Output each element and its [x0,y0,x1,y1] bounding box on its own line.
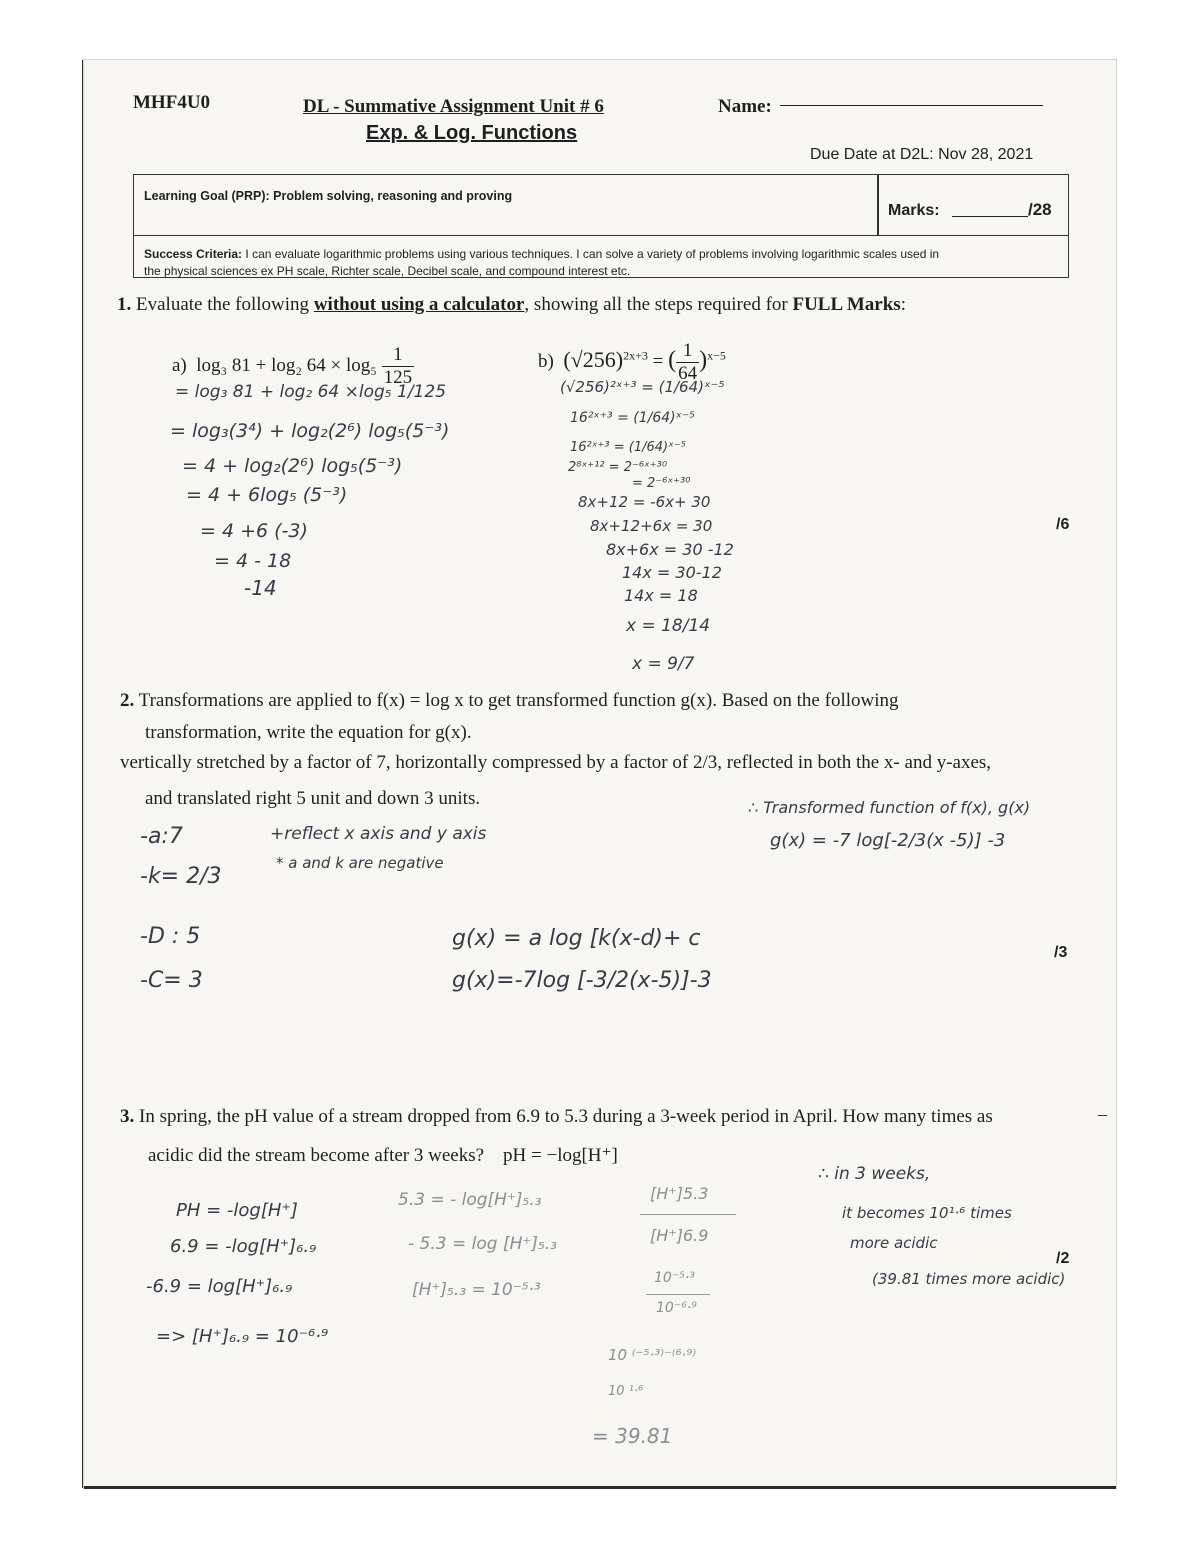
q3-conclusion: (39.81 times more acidic) [872,1270,1066,1288]
q3-work-col2: [H⁺]₅.₃ = 10⁻⁵·³ [412,1280,541,1300]
q2-work-note: +reflect x axis and y axis [270,824,487,844]
q1b-work-line: 8x+6x = 30 -12 [606,540,734,559]
q2-work-param: -k= 2/3 [140,864,222,889]
q3-work-col3-result: = 39.81 [592,1424,673,1448]
q1b-work-line: 8x+12+6x = 30 [590,517,713,535]
q1b-lhs-exponent: 2x+3 [623,348,648,363]
q1b-work-line: x = 18/14 [626,616,711,636]
q3-stray-mark: – [1098,1104,1107,1124]
name-line [780,104,1043,106]
marks-total: /28 [1028,200,1052,219]
assignment-title: DL - Summative Assignment Unit # 6 [303,96,604,117]
q2-line-2: transformation, write the equation for g(x). [145,722,472,743]
q2-line-4: and translated right 5 unit and down 3 units. [145,788,481,809]
success-criteria-line-1 [144,247,939,261]
marks-label: Marks: [888,202,940,219]
q1a-work-line: = 4 + log₂(2⁶) log₅(5⁻³) [182,455,403,477]
q3-work-col1: => [H⁺]₆.₉ = 10⁻⁶·⁹ [156,1326,329,1347]
q2-work-param: -D : 5 [140,924,201,949]
marks-line [952,216,1028,217]
q1b-work-line: 14x = 18 [624,586,698,605]
q2-marks: /3 [1054,944,1068,961]
q3-number: 3. [120,1106,135,1127]
q1b-expression: b) $(√256)^{2x+3}$ = ( $\frac{1}{64}$ )$^{x-5}$ [538,340,726,384]
q1b-work-line: 2⁸ˣ⁺¹² = 2⁻⁶ˣ⁺³⁰ [568,460,668,475]
q3-work-col3: 10⁻⁶·⁹ [656,1300,697,1316]
q1b-work-line: = 2⁻⁶ˣ⁺³⁰ [632,476,691,491]
q2-line-1: Transformations are applied to f(x) = log x to get transformed function g(x). Based on the following [138,690,899,711]
q1b-frac-num: 1 [676,340,699,363]
q1-marks: /6 [1056,516,1070,533]
q1-number: 1. [117,294,132,315]
q1b-work-line: 16²ˣ⁺³ = (1/64)ˣ⁻⁵ [570,440,686,455]
q3-work-col3: 10 ¹·⁶ [608,1384,644,1399]
q1b-label: b) [538,350,554,372]
q3-work-col1: 6.9 = -log[H⁺]₆.₉ [170,1236,317,1257]
q1b-frac-den: 64 [678,363,698,384]
q2-work-general: g(x) = a log [k(x-d)+ c [452,926,701,951]
success-text-1: I can evaluate logarithmic problems using various techniques. I can solve a variety of problems involving logarithmic scales used in [242,247,940,261]
q1a-work-line: = 4 +6 (-3) [200,520,308,542]
q3-conclusion: ∴ in 3 weeks, [818,1164,931,1184]
q1b-work-line: 8x+12 = -6x+ 30 [578,493,711,511]
q2-work-answer: g(x)=-7log [-3/2(x-5)]-3 [452,968,712,993]
q1a-expr: log₃ 81 + log₂ 64 × log₅ [196,354,377,376]
course-code: MHF4U0 [133,92,211,113]
name-label: Name: [718,96,772,117]
unit-title: Exp. & Log. Functions [366,122,578,144]
q3-conclusion: it becomes 10¹·⁶ times [842,1204,1012,1222]
q1a-frac-den: 125 [383,367,413,388]
q3-work-col3: [H⁺]5.3 [650,1184,709,1203]
goal-divider [877,175,879,235]
q1a-work-line: = log₃ 81 + log₂ 64 ×log₅ 1/125 [175,382,447,402]
q1a-work-line: = log₃(3⁴) + log₂(2⁶) log₅(5⁻³) [170,420,450,442]
q1-prompt-end: : [900,294,906,315]
q2-work-note: * a and k are negative [276,854,444,872]
q1a-work-line: = 4 + 6log₅ (5⁻³) [186,484,348,506]
q1a-label: a) [172,354,187,376]
q3-formula: pH = −log[H⁺] [503,1145,618,1166]
q2-line-3: vertically stretched by a factor of 7, horizontally compressed by a factor of 2/3, reflected in both the x- and y-axes, [120,752,992,773]
q1b-work-line: 16²ˣ⁺³ = (1/64)ˣ⁻⁵ [570,410,695,426]
q3-work-col1: -6.9 = log[H⁺]₆.₉ [146,1276,293,1297]
q1b-work-line: (√256)²ˣ⁺³ = (1/64)ˣ⁻⁵ [560,378,725,396]
q2-conclusion: ∴ Transformed function of f(x), g(x) [748,798,1031,817]
q3-work-col2: - 5.3 = log [H⁺]₅.₃ [408,1234,557,1254]
q1a-frac-num: 1 [382,344,415,367]
q1-prompt [117,294,906,316]
q1-prompt-b: , showing all the steps required for [524,294,793,315]
q3-marks: /2 [1056,1250,1070,1267]
q3-work-col3: 10⁻⁵·³ [654,1270,695,1286]
q3-prompt-line-2 [148,1144,618,1167]
q3-work-col3: 10 ⁽⁻⁵·³⁾⁻⁽⁶·⁹⁾ [608,1346,697,1364]
q3-line-2: acidic did the stream become after 3 weeks? [148,1145,485,1166]
q2-conclusion-answer: g(x) = -7 log[-2/3(x -5)] -3 [770,830,1006,851]
q2-work-param: -C= 3 [140,968,203,993]
learning-goal: Learning Goal (PRP): Problem solving, reasoning and proving [144,189,513,203]
q1b-rhs-exponent: x−5 [707,348,726,363]
q1b-lhs: (√256) [563,346,624,372]
q3-work-col2: 5.3 = - log[H⁺]₅.₃ [398,1190,542,1210]
q2-number: 2. [120,690,135,711]
q1a-work-line: = 4 - 18 [214,550,292,572]
q1-prompt-emph: without using a calculator [313,294,525,315]
q3-fraction-bar [640,1214,736,1215]
q1-prompt-a: Evaluate the following [136,294,314,315]
due-date: Due Date at D2L: Nov 28, 2021 [810,146,1034,163]
q3-work-col1: PH = -log[H⁺] [176,1200,298,1221]
q3-conclusion: more acidic [850,1234,938,1252]
q3-prompt-line-1 [120,1106,993,1128]
q2-prompt-line-1 [120,690,899,712]
q1b-work-line: 14x = 30-12 [622,563,722,582]
q2-work-param: -a:7 [140,824,183,849]
success-label: Success Criteria: [144,247,243,261]
q3-fraction-bar-2 [646,1294,710,1295]
q3-work-col3: [H⁺]6.9 [650,1226,709,1245]
q1b-work-line: x = 9/7 [632,654,695,674]
q1-prompt-full: FULL Marks [792,294,901,315]
q1a-work-line: -14 [244,576,277,600]
page-bottom-edge [84,1486,1116,1489]
q3-line-1: In spring, the pH value of a stream dropped from 6.9 to 5.3 during a 3-week period in April. How many times as [139,1106,993,1127]
success-text-2: the physical sciences ex PH scale, Richter scale, Decibel scale, and compound interest etc. [144,264,631,278]
